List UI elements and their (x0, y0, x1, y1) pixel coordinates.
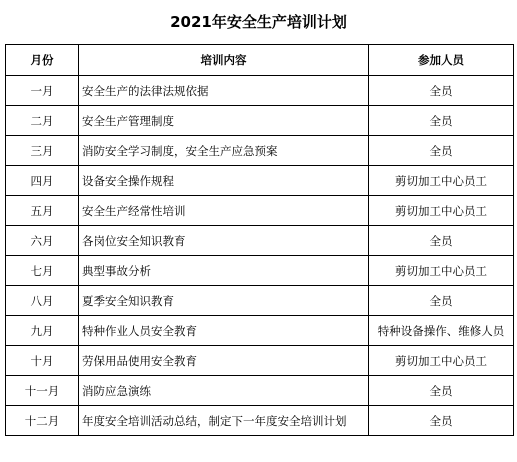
month-cell: 八月 (6, 286, 79, 316)
table-row (6, 226, 514, 256)
content-cell: 夏季安全知识教育 (79, 286, 369, 316)
month-cell: 十二月 (6, 406, 79, 436)
document-title: 2021年安全生产培训计划 (170, 13, 347, 31)
participants-cell: 全员 (369, 136, 514, 166)
participants-cell: 全员 (369, 406, 514, 436)
month-cell: 九月 (6, 316, 79, 346)
table-row (6, 256, 514, 286)
content-cell: 设备安全操作规程 (79, 166, 369, 196)
month-cell: 一月 (6, 76, 79, 106)
content-cell: 典型事故分析 (79, 256, 369, 286)
participants-cell: 剪切加工中心员工 (369, 346, 514, 376)
table-header-row (6, 45, 514, 76)
participants-cell: 全员 (369, 286, 514, 316)
table-row (6, 376, 514, 406)
participants-cell: 剪切加工中心员工 (369, 196, 514, 226)
column-header-month: 月份 (6, 45, 79, 76)
content-cell: 年度安全培训活动总结，制定下一年度安全培训计划 (79, 406, 369, 436)
participants-cell: 特种设备操作、维修人员 (369, 316, 514, 346)
table-row (6, 316, 514, 346)
month-cell: 二月 (6, 106, 79, 136)
month-cell: 四月 (6, 166, 79, 196)
table-row (6, 196, 514, 226)
month-cell: 十月 (6, 346, 79, 376)
month-cell: 五月 (6, 196, 79, 226)
table-row (6, 166, 514, 196)
content-cell: 安全生产管理制度 (79, 106, 369, 136)
table-row (6, 406, 514, 436)
participants-cell: 剪切加工中心员工 (369, 166, 514, 196)
content-cell: 消防应急演练 (79, 376, 369, 406)
participants-cell: 剪切加工中心员工 (369, 256, 514, 286)
content-cell: 各岗位安全知识教育 (79, 226, 369, 256)
table-row (6, 286, 514, 316)
content-cell: 安全生产的法律法规依据 (79, 76, 369, 106)
table-row (6, 106, 514, 136)
content-cell: 劳保用品使用安全教育 (79, 346, 369, 376)
table-row (6, 346, 514, 376)
column-header-participants: 参加人员 (369, 45, 514, 76)
table-row (6, 136, 514, 166)
content-cell: 消防安全学习制度，安全生产应急预案 (79, 136, 369, 166)
month-cell: 六月 (6, 226, 79, 256)
month-cell: 十一月 (6, 376, 79, 406)
table-row (6, 76, 514, 106)
participants-cell: 全员 (369, 376, 514, 406)
training-plan-table (5, 44, 514, 436)
participants-cell: 全员 (369, 76, 514, 106)
participants-cell: 全员 (369, 226, 514, 256)
column-header-content: 培训内容 (79, 45, 369, 76)
content-cell: 安全生产经常性培训 (79, 196, 369, 226)
participants-cell: 全员 (369, 106, 514, 136)
month-cell: 七月 (6, 256, 79, 286)
content-cell: 特种作业人员安全教育 (79, 316, 369, 346)
month-cell: 三月 (6, 136, 79, 166)
